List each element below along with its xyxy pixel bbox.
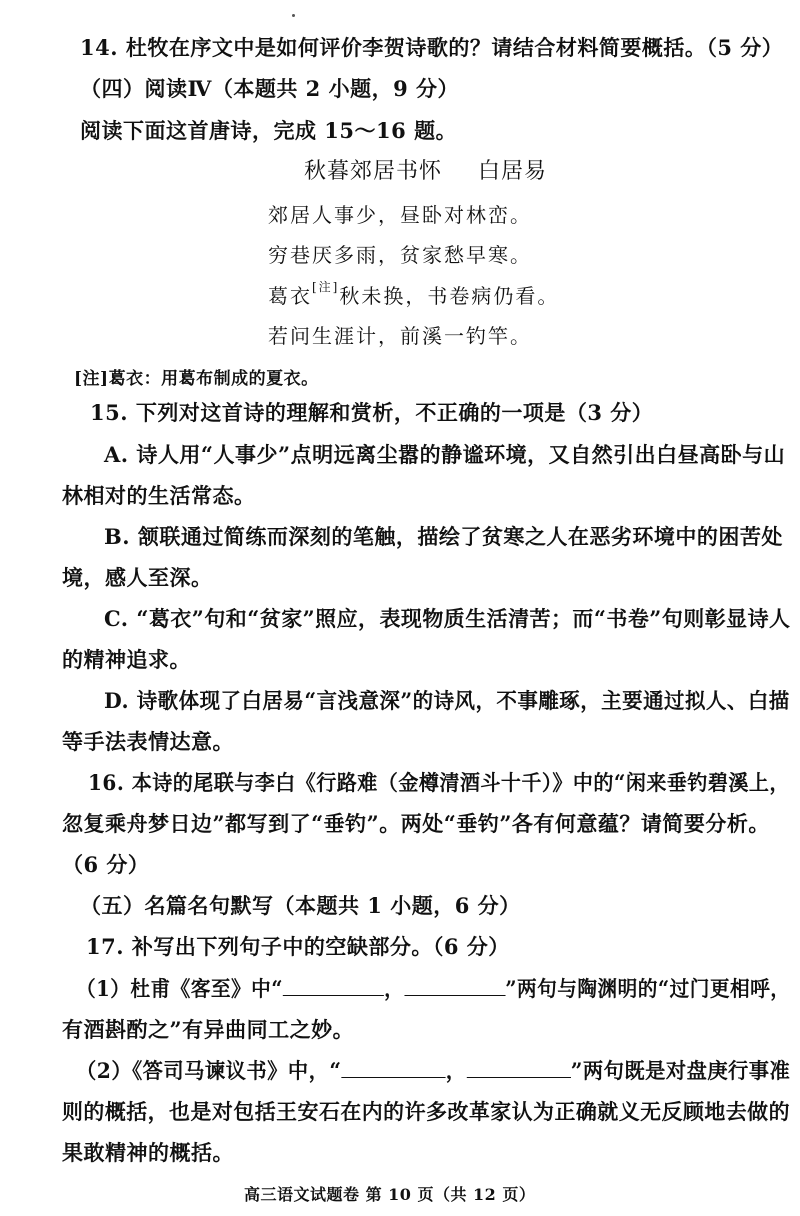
poem-title: 秋暮郊居书怀: [304, 159, 443, 184]
poem-author: 白居易: [478, 159, 548, 184]
item-2-suffix: ”两句既是对盘庚行事准: [570, 1058, 791, 1083]
option-b-line-2: 境，感人至深。: [62, 565, 213, 590]
page-footer: 高三语文试题卷 第 10 页（共 12 页）: [244, 1185, 536, 1204]
poem-footnote: [注]葛衣：用葛布制成的夏衣。: [74, 369, 319, 389]
note-marker: [注]: [312, 280, 340, 294]
poem-line-4: 若问生涯计，前溪一钓竿。: [268, 324, 532, 348]
scan-speck: [292, 14, 295, 17]
question-16-line-1: 16. 本诗的尾联与李白《行路难（金樽清酒斗十千）》中的“闲来垂钓碧溪上，: [88, 770, 790, 795]
question-17-item-1: [76, 974, 790, 1004]
option-d-line-2: 等手法表情达意。: [62, 729, 234, 754]
option-d-line-1: D. 诗歌体现了白居易“言浅意深”的诗风，不事雕琢，主要通过拟人、白描: [104, 688, 790, 713]
item-1-comma: ，: [384, 976, 405, 1001]
question-17-item-2-line-3: 果敢精神的概括。: [62, 1140, 234, 1165]
poem-line-2: 穷巷厌多雨，贫家愁早寒。: [268, 243, 532, 267]
question-17-item-1-line-2: 有酒斟酌之”有异曲同工之妙。: [62, 1017, 355, 1042]
answer-blank-2[interactable]: [404, 975, 505, 996]
poem-line-3-end: 秋未换，书卷病仍看。: [339, 284, 560, 308]
item-1-prefix: （1）杜甫《客至》中“: [76, 976, 284, 1001]
option-c-line-2: 的精神追求。: [62, 647, 191, 672]
question-15-stem: 15. 下列对这首诗的理解和赏析，不正确的一项是（3 分）: [90, 400, 654, 425]
poem-line-3: [268, 281, 559, 311]
question-16-line-2: 忽复乘舟梦日边”都写到了“垂钓”。两处“垂钓”各有何意蕴？请简要分析。: [62, 811, 770, 836]
question-17-stem: 17. 补写出下列句子中的空缺部分。（6 分）: [86, 934, 510, 959]
section-4-heading: （四）阅读Ⅳ（本题共 2 小题，9 分）: [80, 76, 459, 101]
question-14: 14. 杜牧在序文中是如何评价李贺诗歌的？请结合材料简要概括。（5 分）: [80, 35, 784, 60]
section-5-heading: （五）名篇名句默写（本题共 1 小题，6 分）: [80, 893, 521, 918]
question-16-line-3: （6 分）: [62, 852, 150, 877]
option-b-line-1: B. 颔联通过简练而深刻的笔触，描绘了贫寒之人在恶劣环境中的困苦处: [104, 524, 783, 549]
answer-blank-4[interactable]: [466, 1057, 570, 1078]
poem-line-3-start: 葛衣: [268, 284, 312, 308]
question-17-item-2-line-2: 则的概括，也是对包括王安石在内的许多改革家认为正确就义无反顾地去做的: [62, 1099, 791, 1124]
item-2-comma: ，: [445, 1058, 467, 1083]
option-c-line-1: C. “葛衣”句和“贫家”照应，表现物质生活清苦；而“书卷”句则彰显诗人: [104, 606, 791, 631]
option-a-line-2: 林相对的生活常态。: [62, 483, 256, 508]
item-2-prefix: （2）《答司马谏议书》中，“: [76, 1058, 342, 1083]
answer-blank-1[interactable]: [283, 975, 384, 996]
poem-line-1: 郊居人事少，昼卧对林峦。: [268, 203, 532, 227]
reading-instruction: 阅读下面这首唐诗，完成 15～16 题。: [80, 118, 458, 143]
question-17-item-2: [76, 1056, 790, 1086]
item-1-suffix: ”两句与陶渊明的“过门更相呼，: [505, 976, 791, 1001]
answer-blank-3[interactable]: [342, 1057, 446, 1078]
option-a-line-1: A. 诗人用“人事少”点明远离尘嚣的静谧环境，又自然引出白昼高卧与山: [104, 442, 786, 467]
